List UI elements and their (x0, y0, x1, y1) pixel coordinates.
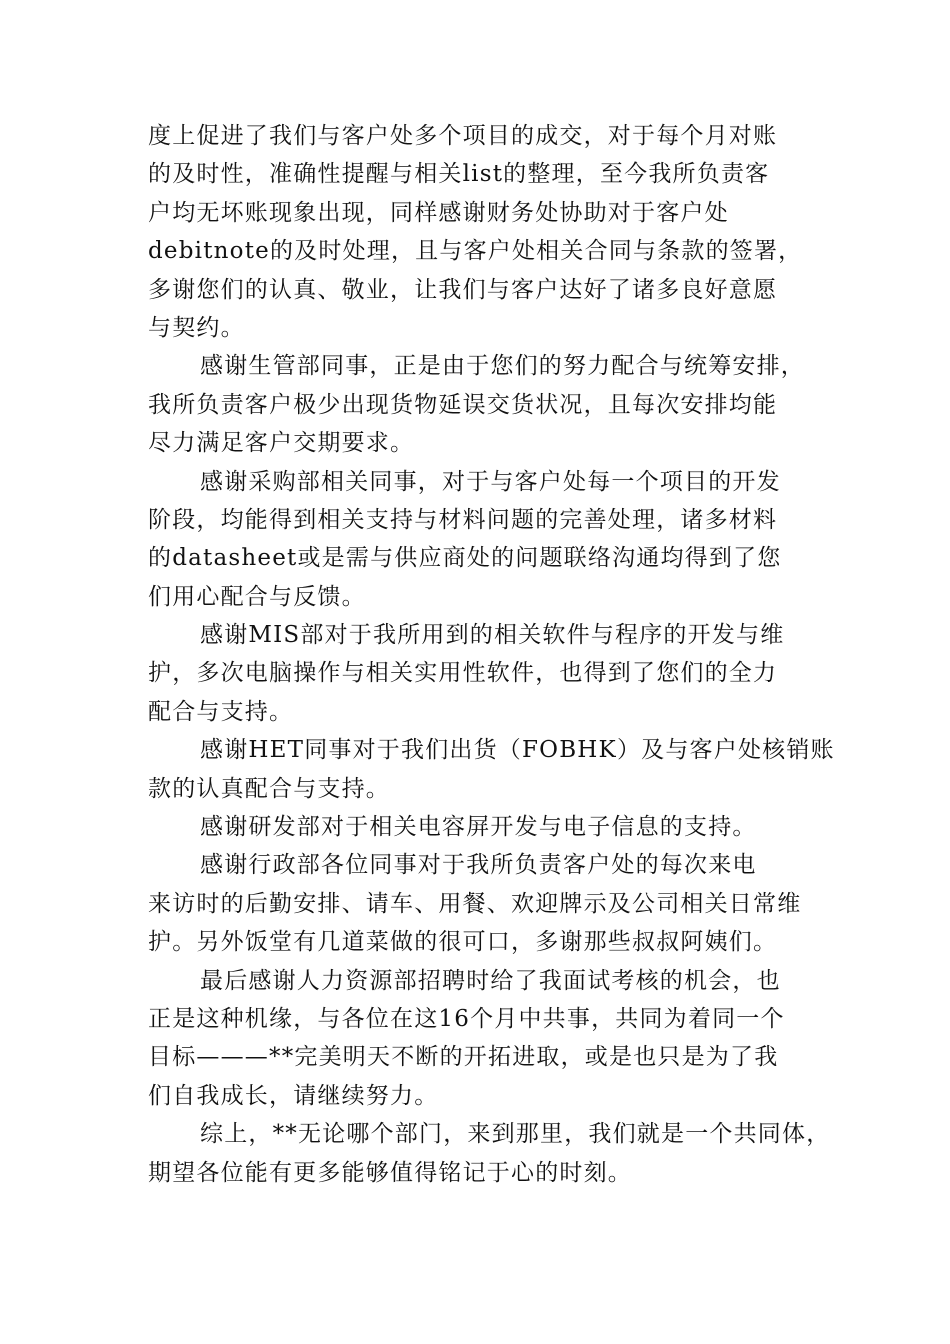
text-line: 与契约。 (148, 314, 245, 341)
paragraph-first-line: 感谢HET同事对于我们出货（FOBHK）及与客户处核销账 (200, 737, 835, 764)
text-line: 期望各位能有更多能够值得铭记于心的时刻。 (148, 1159, 632, 1186)
text-line: 款的认真配合与支持。 (148, 775, 390, 802)
text-line: 们用心配合与反馈。 (148, 583, 366, 610)
text-line: 度上促进了我们与客户处多个项目的成交，对于每个月对账 (148, 123, 778, 149)
text-line: 目标———**完美明天不断的开拓进取，或是也只是为了我 (148, 1044, 779, 1071)
text-line: 多谢您们的认真、敬业，让我们与客户达好了诸多良好意愿 (148, 276, 778, 303)
text-line: 来访时的后勤安排、请车、用餐、欢迎牌示及公司相关日常维 (148, 890, 802, 917)
paragraph-first-line: 感谢生管部同事，正是由于您们的努力配合与统筹安排， (200, 353, 805, 380)
text-line: 护，多次电脑操作与相关实用性软件，也得到了您们的全力 (148, 660, 778, 687)
text-line: 户均无坏账现象出现，同样感谢财务处协助对于客户处 (148, 199, 729, 226)
paragraph-first-line: 感谢MIS部对于我所用到的相关软件与程序的开发与维 (200, 622, 785, 649)
paragraph-first-line: 感谢研发部对于相关电容屏开发与电子信息的支持。 (200, 814, 757, 841)
text-line: 的及时性，准确性提醒与相关list的整理，至今我所负责客 (148, 161, 770, 188)
text-line: 正是这种机缘，与各位在这16个月中共事，共同为着同一个 (148, 1005, 785, 1032)
paragraph-first-line: 最后感谢人力资源部招聘时给了我面试考核的机会，也 (200, 967, 781, 994)
document-body (148, 117, 835, 1192)
text-line: 我所负责客户极少出现货物延误交货状况，且每次安排均能 (148, 391, 778, 418)
text-line: 尽力满足客户交期要求。 (148, 430, 415, 457)
text-line: debitnote的及时处理，且与客户处相关合同与条款的签署， (148, 238, 803, 265)
paragraph-first-line: 综上，**无论哪个部门，来到那里，我们就是一个共同体， (200, 1121, 831, 1148)
paragraph-first-line: 感谢采购部相关同事，对于与客户处每一个项目的开发 (200, 468, 781, 495)
text-line: 们自我成长，请继续努力。 (148, 1082, 439, 1109)
paragraph-first-line: 感谢行政部各位同事对于我所负责客户处的每次来电 (200, 852, 757, 879)
text-line: 的datasheet或是需与供应商处的问题联络沟通均得到了您 (148, 545, 782, 572)
text-line: 配合与支持。 (148, 698, 294, 725)
text-line: 阶段，均能得到相关支持与材料问题的完善处理，诸多材料 (148, 506, 778, 533)
text-line: 护。另外饭堂有几道菜做的很可口，多谢那些叔叔阿姨们。 (148, 929, 778, 956)
